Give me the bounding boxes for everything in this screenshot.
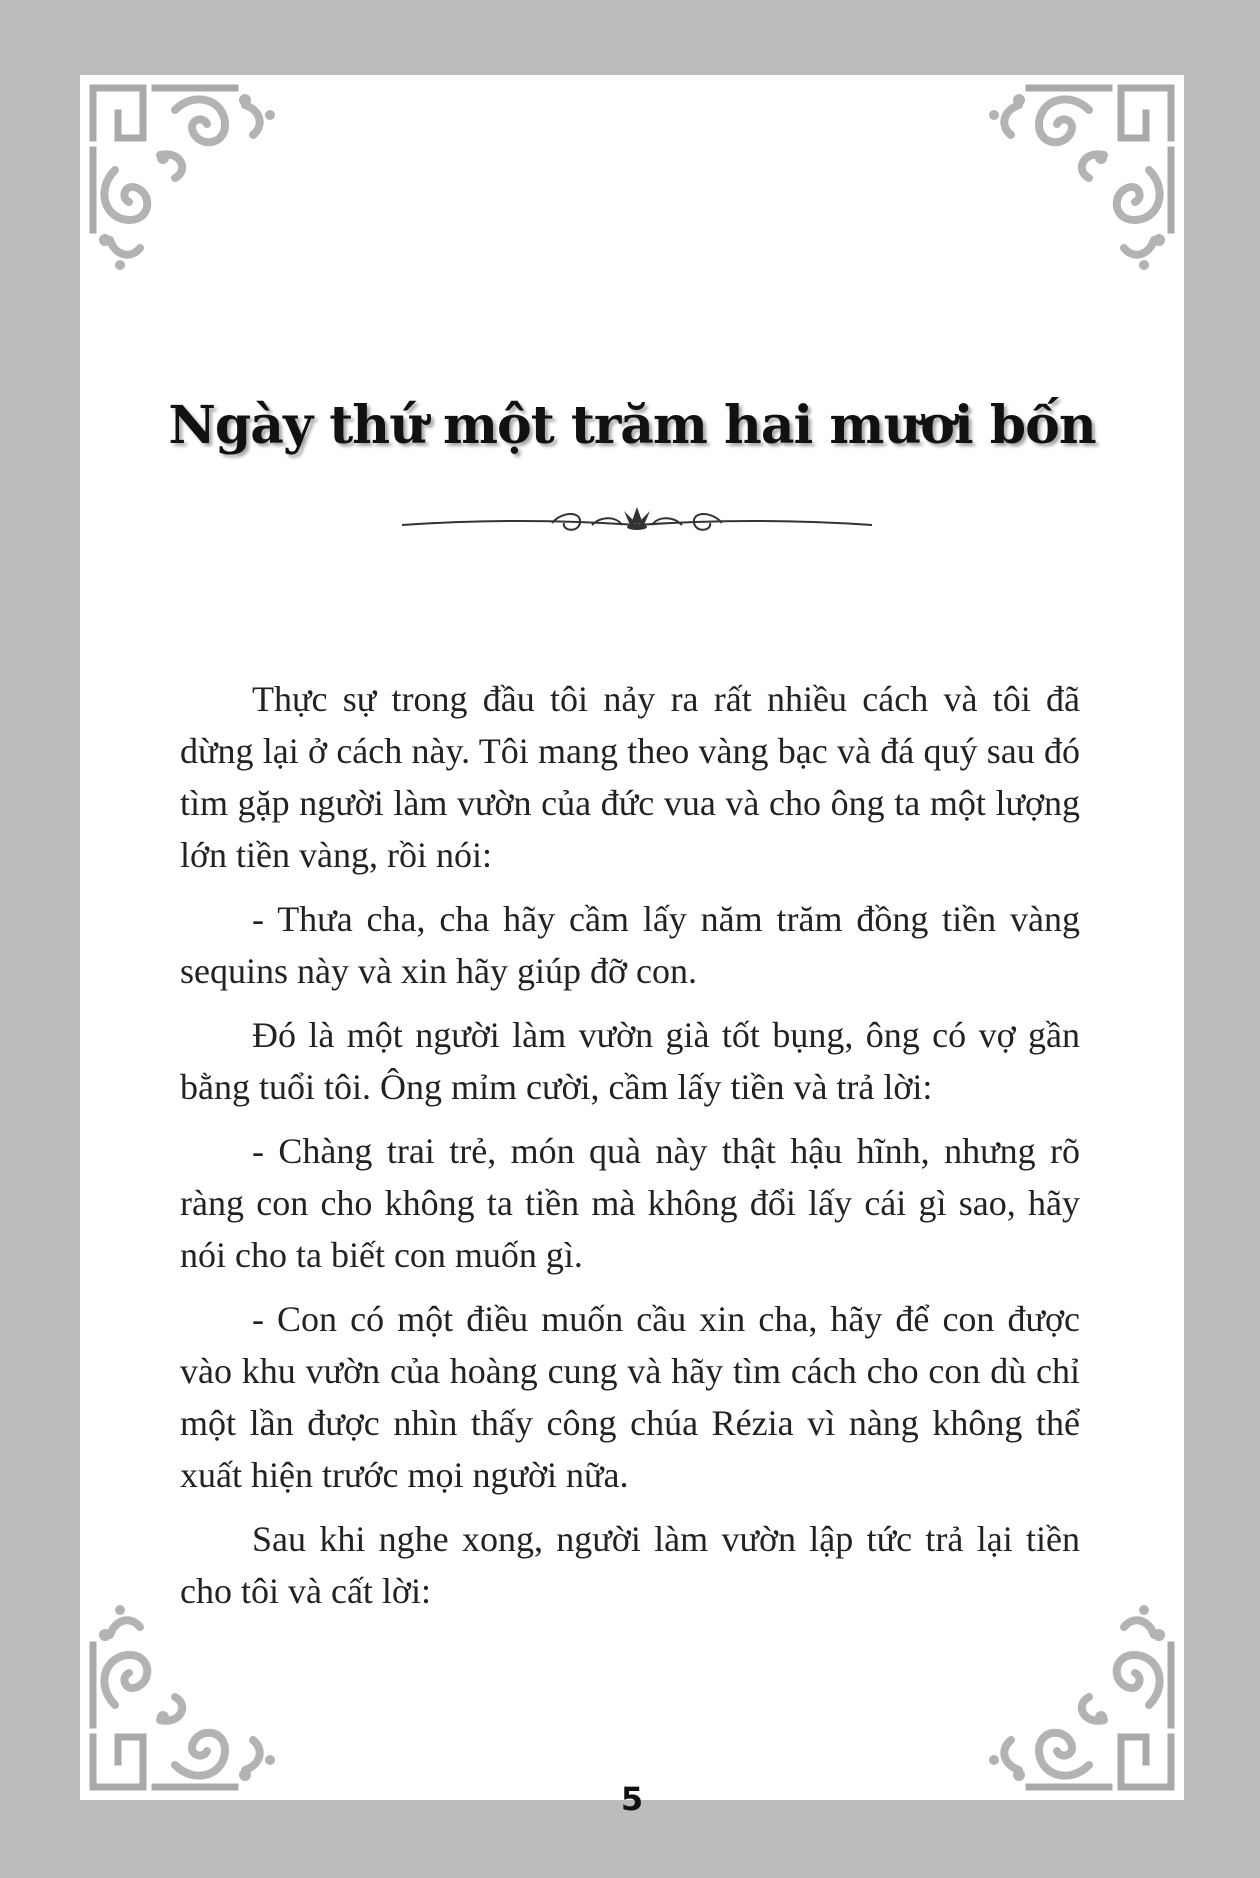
paragraph: - Thưa cha, cha hãy cầm lấy năm trăm đồng tiền vàng sequins này và xin hãy giúp đỡ con. xyxy=(180,899,1080,991)
paragraph: Thực sự trong đầu tôi nảy ra rất nhiều cách và tôi đã dừng lại ở cách này. Tôi mang theo vàng bạc và đá quý sau đó tìm gặp người làm vườn của đức vua và cho ông ta một lượng lớn tiền vàng, rồi nói: xyxy=(180,679,1080,875)
corner-ornament-icon xyxy=(85,80,285,280)
paragraph: Sau khi nghe xong, người làm vườn lập tức trả lại tiền cho tôi và cất lời: xyxy=(180,1519,1080,1611)
divider-flourish-icon xyxy=(402,503,872,543)
page-number: 5 xyxy=(620,1780,644,1818)
paragraph: - Chàng trai trẻ, món quà này thật hậu hĩnh, nhưng rõ ràng con cho không ta tiền mà không đổi lấy cái gì sao, hãy nói cho ta biết con muốn gì. xyxy=(180,1131,1080,1275)
corner-ornament-top-right xyxy=(979,80,1179,280)
corner-ornament-icon xyxy=(979,80,1179,280)
book-page xyxy=(80,75,1184,1818)
paragraph: Đó là một người làm vườn già tốt bụng, ông có vợ gần bằng tuổi tôi. Ông mỉm cười, cầm lấy tiền và trả lời: xyxy=(180,1015,1080,1107)
corner-ornament-top-left xyxy=(85,80,285,280)
chapter-title: Ngày thứ một trăm hai mươi bốn xyxy=(168,395,1096,456)
paragraph: - Con có một điều muốn cầu xin cha, hãy để con được vào khu vườn của hoàng cung và hãy tìm cách cho con dù chỉ một lần được nhìn thấy công chúa Rézia vì nàng không thể xuất hiện trước mọi người nữa. xyxy=(180,1299,1080,1495)
body-text xyxy=(180,673,1080,1629)
